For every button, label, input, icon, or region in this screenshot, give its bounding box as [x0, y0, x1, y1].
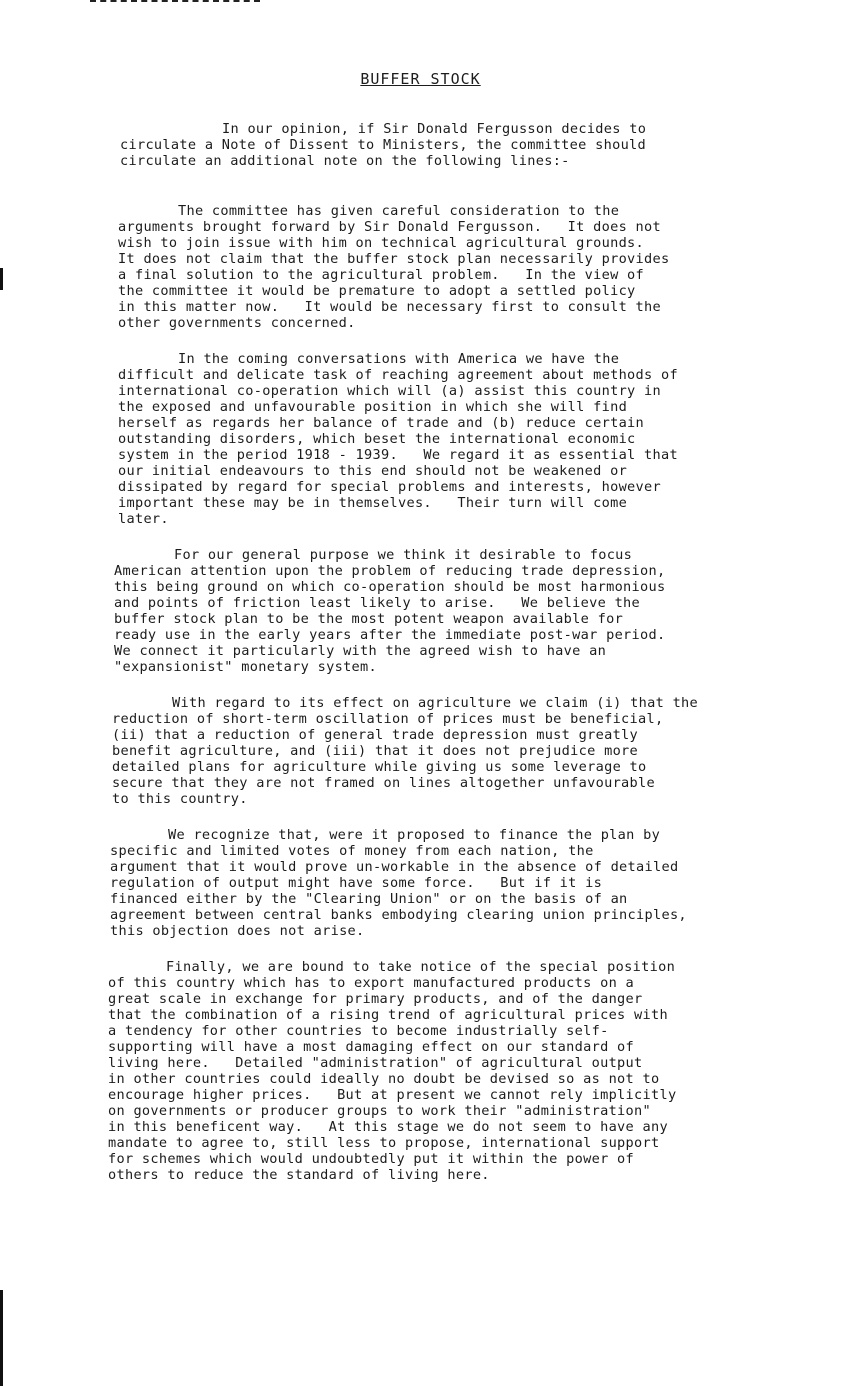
text-line: With regard to its effect on agriculture we claim (i) that the [172, 695, 699, 711]
text-line: arguments brought forward by Sir Donald Fergusson. It does not [118, 219, 661, 235]
text-line: living here. Detailed "administration" of agricultural output [108, 1055, 643, 1071]
text-line: and points of friction least likely to arise. We believe the [114, 595, 641, 611]
text-line: "expansionist" monetary system. [114, 659, 378, 675]
text-line: difficult and delicate task of reaching agreement about methods of [118, 367, 678, 383]
text-line: to this country. [112, 791, 248, 807]
text-line: wish to join issue with him on technical agricultural grounds. [118, 235, 645, 251]
text-line: regulation of output might have some force. But if it is [110, 875, 603, 891]
text-line: great scale in exchange for primary products, and of the danger [108, 991, 643, 1007]
text-line: this being ground on which co-operation should be most harmonious [114, 579, 666, 595]
text-line: The committee has given careful consideration to the [178, 203, 620, 219]
text-line: In the coming conversations with America we have the [178, 351, 620, 367]
text-line: a final solution to the agricultural problem. In the view of [118, 267, 645, 283]
text-line: reduction of short-term oscillation of prices must be beneficial, [112, 711, 664, 727]
text-line: financed either by the "Clearing Union" or on the basis of an [110, 891, 628, 907]
text-line: argument that it would prove un-workable in the absence of detailed [110, 859, 679, 875]
text-line: in other countries could ideally no doubt be devised so as not to [108, 1071, 660, 1087]
text-line: others to reduce the standard of living here. [108, 1167, 490, 1183]
text-line: mandate to agree to, still less to propose, international support [108, 1135, 660, 1151]
text-line: system in the period 1918 - 1939. We regard it as essential that [118, 447, 678, 463]
text-line: in this beneficent way. At this stage we do not seem to have any [108, 1119, 668, 1135]
text-line: in this matter now. It would be necessary first to consult the [118, 299, 661, 315]
text-line: outstanding disorders, which beset the international economic [118, 431, 636, 447]
text-line: circulate a Note of Dissent to Ministers, the committee should [120, 137, 647, 153]
text-line: on governments or producer groups to work their "administration" [108, 1103, 651, 1119]
document-title: BUFFER STOCK [360, 70, 481, 88]
text-line: supporting will have a most damaging effect on our standard of [108, 1039, 635, 1055]
text-line: Finally, we are bound to take notice of the special position [166, 959, 676, 975]
text-line: other governments concerned. [118, 315, 356, 331]
top-edge-artifact [90, 0, 260, 2]
text-line: American attention upon the problem of reducing trade depression, [114, 563, 666, 579]
text-line: the committee it would be premature to adopt a settled policy [118, 283, 636, 299]
scan-edge-mark [0, 268, 3, 290]
text-line: In our opinion, if Sir Donald Fergusson decides to [222, 121, 647, 137]
text-line: specific and limited votes of money from each nation, the [110, 843, 594, 859]
text-line: We connect it particularly with the agreed wish to have an [114, 643, 607, 659]
text-line: (ii) that a reduction of general trade depression must greatly [112, 727, 639, 743]
text-line: our initial endeavours to this end should not be weakened or [118, 463, 628, 479]
text-line: buffer stock plan to be the most potent weapon available for [114, 611, 624, 627]
text-line: herself as regards her balance of trade and (b) reduce certain [118, 415, 645, 431]
text-line: benefit agriculture, and (iii) that it does not prejudice more [112, 743, 639, 759]
text-line: for schemes which would undoubtedly put it within the power of [108, 1151, 635, 1167]
text-line: circulate an additional note on the following lines:- [120, 153, 570, 169]
text-line: ready use in the early years after the immediate post-war period. [114, 627, 666, 643]
text-line: this objection does not arise. [110, 923, 365, 939]
text-line: of this country which has to export manufactured products on a [108, 975, 635, 991]
text-line: later. [118, 511, 169, 527]
text-line: For our general purpose we think it desirable to focus [174, 547, 633, 563]
text-line: detailed plans for agriculture while giving us some leverage to [112, 759, 647, 775]
text-line: secure that they are not framed on lines altogether unfavourable [112, 775, 655, 791]
text-line: dissipated by regard for special problems and interests, however [118, 479, 661, 495]
text-line: It does not claim that the buffer stock plan necessarily provides [118, 251, 670, 267]
text-line: a tendency for other countries to become industrially self- [108, 1023, 609, 1039]
text-line: important these may be in themselves. Their turn will come [118, 495, 628, 511]
text-line: that the combination of a rising trend of agricultural prices with [108, 1007, 668, 1023]
text-line: encourage higher prices. But at present we cannot rely implicitly [108, 1087, 677, 1103]
scan-edge-mark [0, 1290, 3, 1386]
text-line: agreement between central banks embodying clearing union principles, [110, 907, 687, 923]
text-line: We recognize that, were it proposed to finance the plan by [168, 827, 661, 843]
text-line: the exposed and unfavourable position in which she will find [118, 399, 628, 415]
text-line: international co-operation which will (a) assist this country in [118, 383, 661, 399]
